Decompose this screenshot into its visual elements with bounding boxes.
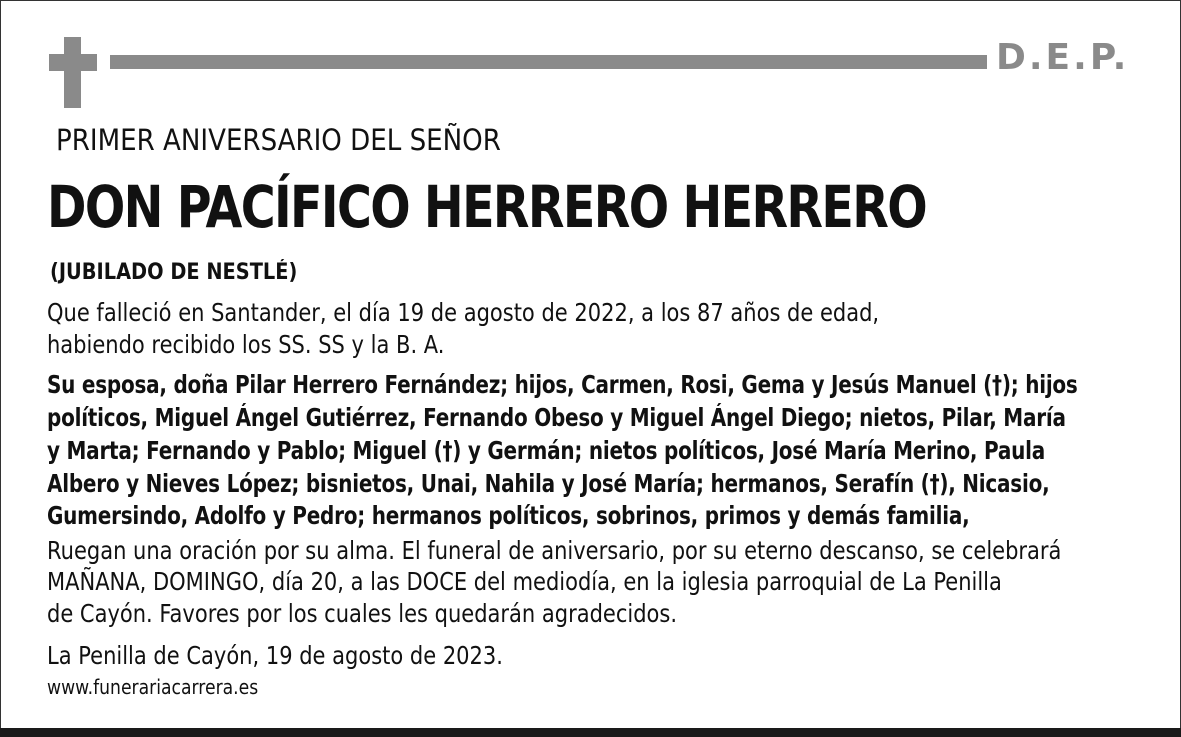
death-notice-line: Que falleció en Santander, el día 19 de agosto de 2022, a los 87 años de edad, [47,298,880,327]
dep-initials: D.E.P. [996,37,1130,78]
deceased-name: DON PACÍFICO HERRERO HERRERO [47,173,927,241]
family-line: y Marta; Fernando y Pablo; Miguel (†) y Germán; nietos políticos, José María Merino, Paula [47,436,1045,465]
cross-icon-arm [49,54,97,71]
family-line: políticos, Miguel Ángel Gutiérrez, Fernando Obeso y Miguel Ángel Diego; nietos, Pilar, María [47,403,1066,432]
death-notice-line: habiendo recibido los SS. SS y la B. A. [47,330,445,359]
request-line: Ruegan una oración por su alma. El funeral de aniversario, por su eterno descanso, se celebrará [47,536,1062,565]
cross-icon [64,37,81,108]
anniversary-subtitle: PRIMER ANIVERSARIO DEL SEÑOR [56,123,501,157]
request-line: MAÑANA, DOMINGO, día 20, a las DOCE del mediodía, en la iglesia parroquial de La Penilla [47,567,1002,596]
bottom-rule [0,728,1181,737]
family-line: Su esposa, doña Pilar Herrero Fernández; hijos, Carmen, Rosi, Gema y Jesús Manuel (†); hijos [47,370,1078,399]
header-rule [110,55,987,69]
occupation-note: (JUBILADO DE NESTLÉ) [50,260,298,285]
website-link[interactable]: www.funerariacarrera.es [47,675,259,699]
family-line: Gumersindo, Adolfo y Pedro; hermanos políticos, sobrinos, primos y demás familia, [47,501,970,530]
place-date: La Penilla de Cayón, 19 de agosto de 2023. [47,641,503,670]
family-line: Albero y Nieves López; bisnietos, Unai, Nahila y José María; hermanos, Serafín (†), Nicasio, [47,469,1050,498]
request-line: de Cayón. Favores por los cuales les quedarán agradecidos. [47,599,678,628]
